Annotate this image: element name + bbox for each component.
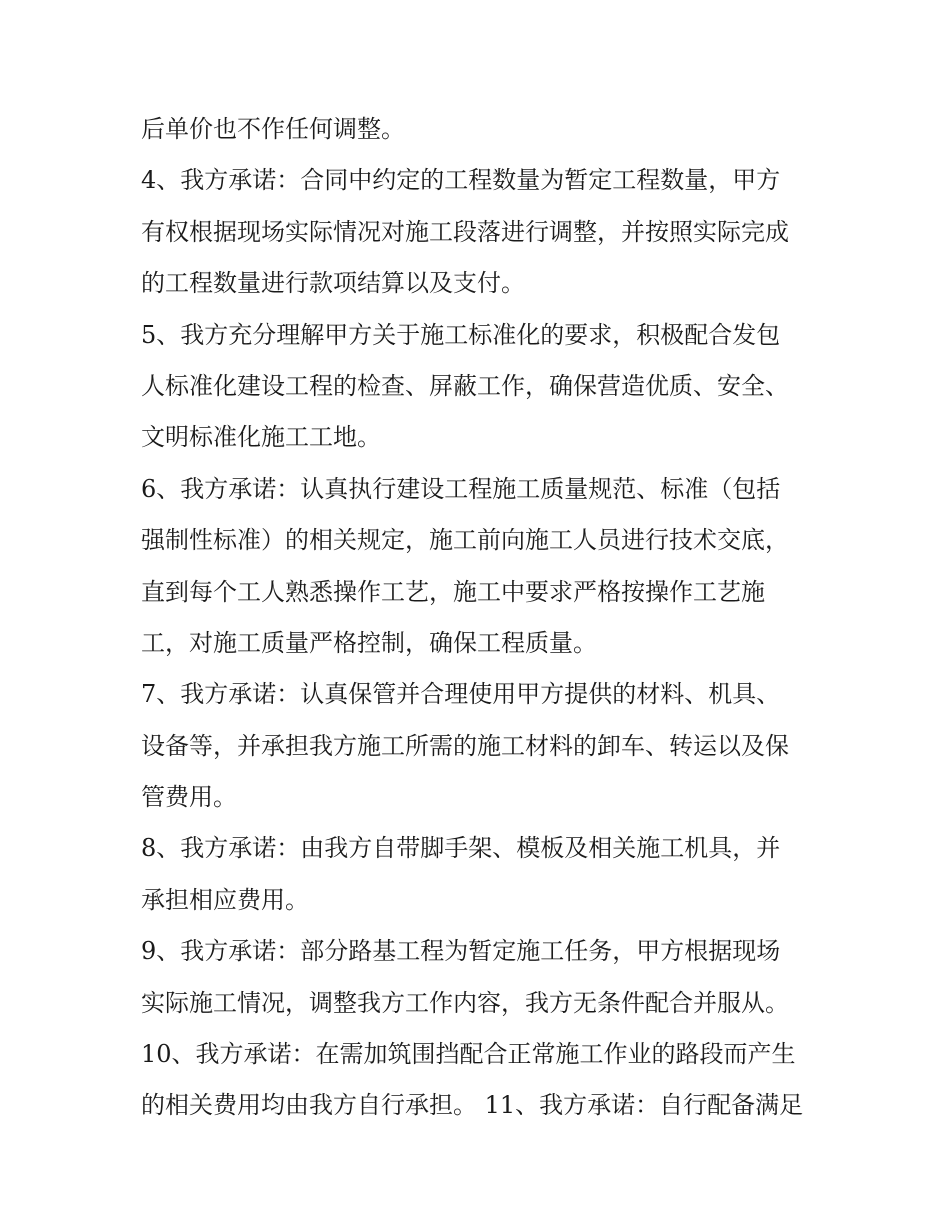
text-line: 10、我方承诺：在需加筑围挡配合正常施工作业的路段而产生	[141, 1040, 796, 1069]
text-line: 承担相应费用。	[141, 885, 309, 914]
text-line: 4、我方承诺：合同中约定的工程数量为暂定工程数量，甲方	[141, 166, 781, 195]
text-line: 管费用。	[141, 783, 237, 812]
text-line: 工，对施工质量严格控制，确保工程质量。	[141, 628, 597, 657]
text-line: 7、我方承诺：认真保管并合理使用甲方提供的材料、机具、	[141, 680, 781, 709]
document-body	[141, 104, 821, 1132]
text-line: 直到每个工人熟悉操作工艺，施工中要求严格按操作工艺施	[141, 577, 765, 606]
text-line: 9、我方承诺：部分路基工程为暂定施工任务，甲方根据现场	[141, 937, 781, 966]
text-line: 6、我方承诺：认真执行建设工程施工质量规范、标准（包括	[141, 474, 781, 503]
text-line: 人标准化建设工程的检查、屏蔽工作，确保营造优质、安全、	[141, 371, 789, 400]
text-line: 5、我方充分理解甲方关于施工标准化的要求，积极配合发包	[141, 320, 781, 349]
text-line: 设备等，并承担我方施工所需的施工材料的卸车、转运以及保	[141, 731, 789, 760]
text-line: 实际施工情况，调整我方工作内容，我方无条件配合并服从。	[141, 988, 789, 1017]
text-line: 文明标准化施工工地。	[141, 423, 381, 452]
text-line: 后单价也不作任何调整。	[141, 115, 405, 143]
text-line: 有权根据现场实际情况对施工段落进行调整，并按照实际完成	[141, 217, 789, 246]
text-line: 8、我方承诺：由我方自带脚手架、模板及相关施工机具，并	[141, 834, 781, 863]
text-line: 的相关费用均由我方自行承担。 11、我方承诺：自行配备满足	[141, 1091, 804, 1120]
text-line: 的工程数量进行款项结算以及支付。	[141, 269, 525, 298]
text-line: 强制性标准）的相关规定，施工前向施工人员进行技术交底，	[141, 526, 789, 555]
